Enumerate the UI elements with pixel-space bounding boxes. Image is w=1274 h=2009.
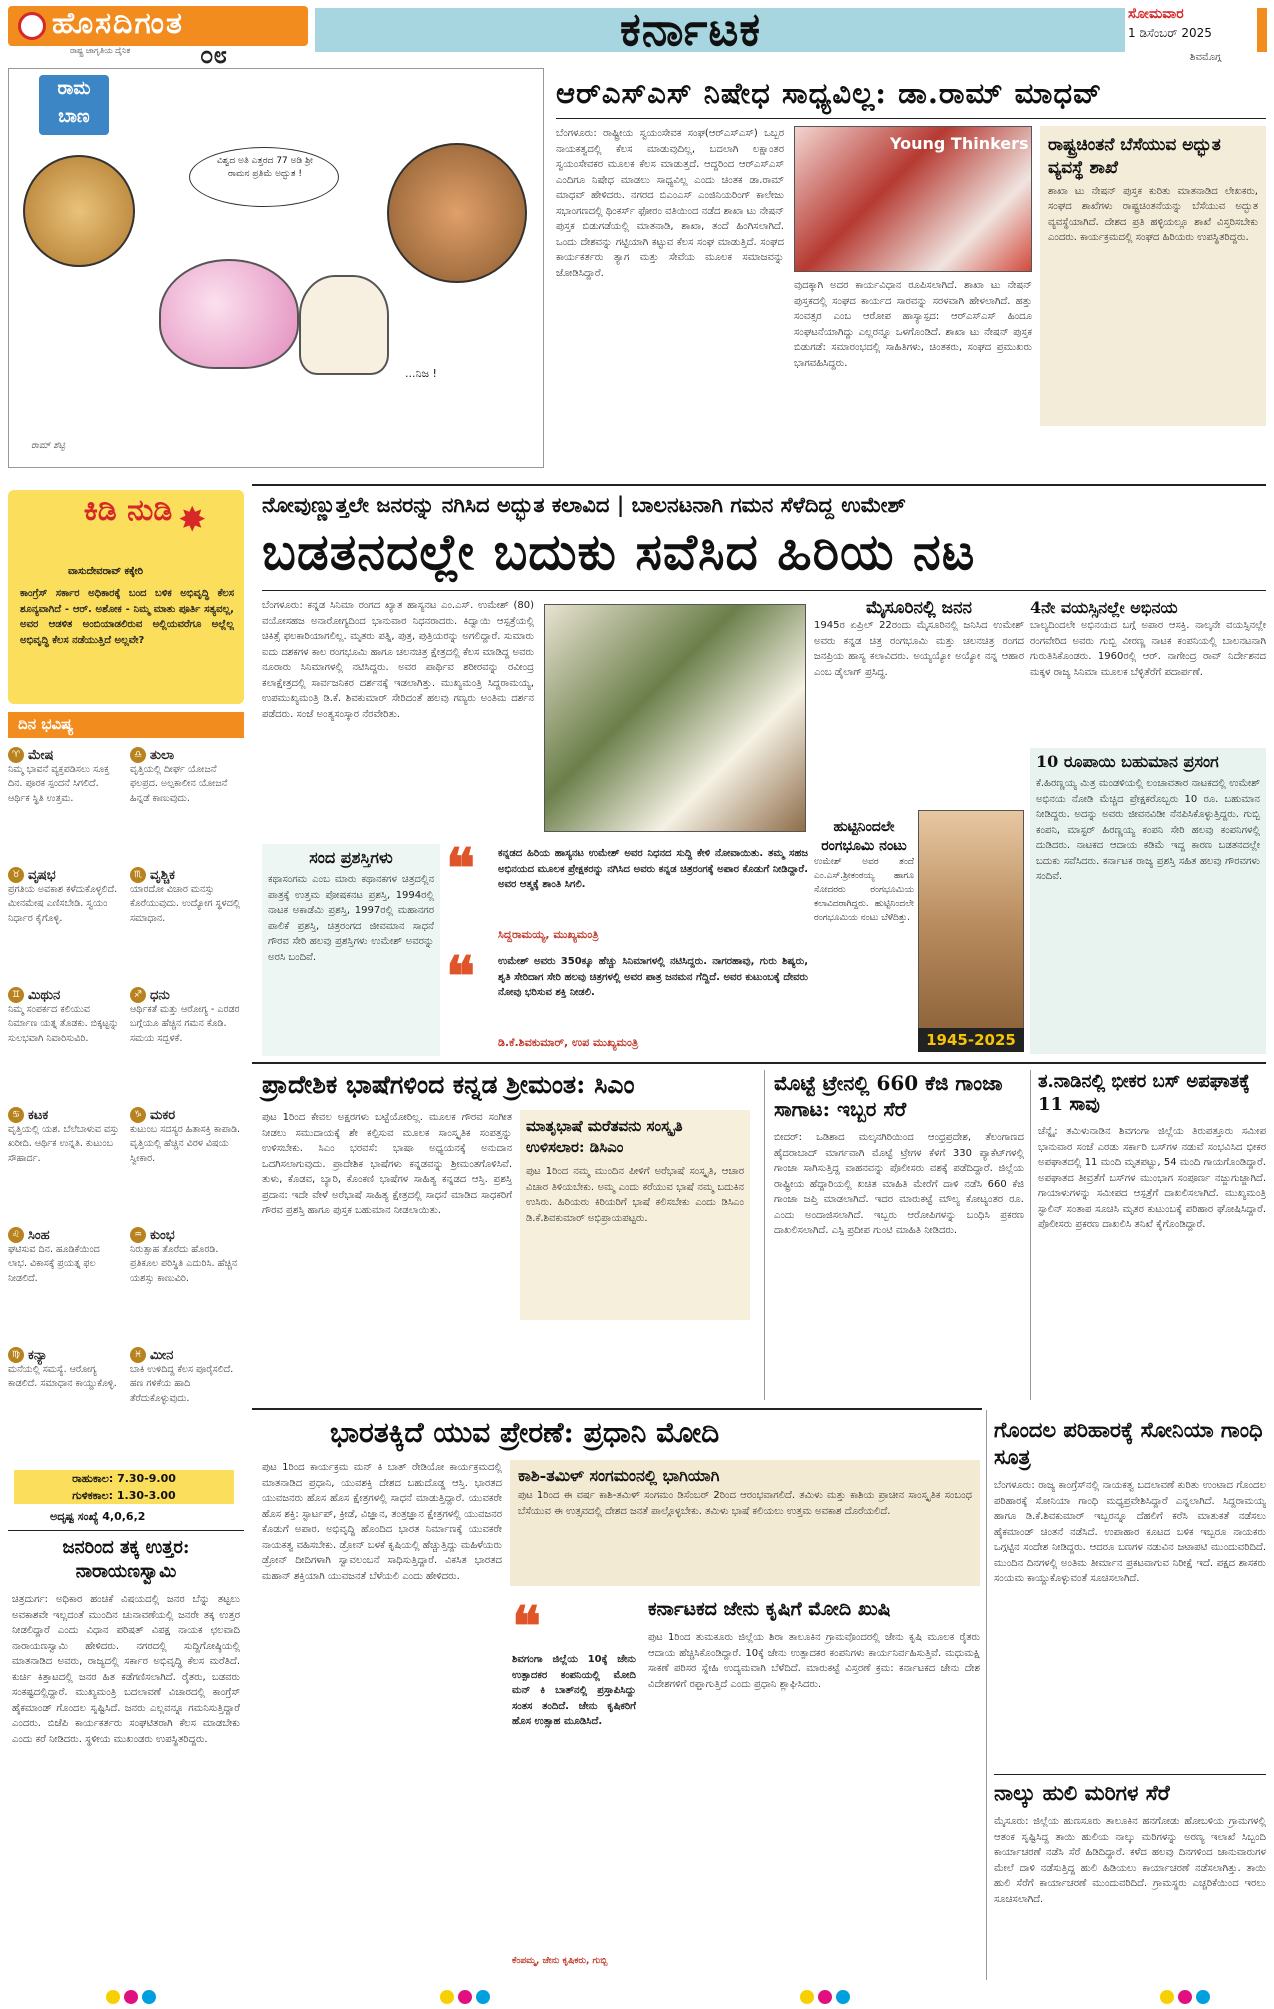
- rahukala-box: [14, 1470, 234, 1504]
- sign-text: ಮನೆಯಲ್ಲಿ ಸಮಸ್ಯೆ. ಆರೋಗ್ಯ ಕಾಡಲಿದೆ. ಸಮಾಧಾನ ಕಾಯ್ದುಕೊಳ್ಳಿ.: [8, 1364, 117, 1390]
- years-badge: 1945-2025: [918, 1028, 1024, 1052]
- edition: ಶಿವಮೊಗ್ಗ: [1190, 52, 1222, 63]
- umesh-portrait: [918, 810, 1024, 1038]
- logo-tagline: ರಾಷ್ಟ್ರ ಜಾಗೃತಿಯ ದೈನಿಕ: [70, 46, 131, 55]
- logo-text: ಹೊಸದಿಗಂತ: [52, 6, 184, 41]
- quote-icon-1: ❝: [446, 836, 476, 900]
- kashi-box: [510, 1460, 980, 1586]
- sign-text: ವೃತ್ತಿಯಲ್ಲಿ ಯಶ. ಬೆಲೆಬಾಳುವ ವಸ್ತು ಖರೀದಿ. ಆರ್ಥಿಕ ಉನ್ನತಿ. ಕುಟುಂಬ ಸೌಹಾರ್ದ.: [8, 1124, 119, 1164]
- sagittarius-icon: ♐: [130, 987, 146, 1003]
- date: 1 ಡಿಸೆಂಬರ್ 2025: [1128, 26, 1212, 40]
- modi-headline: ಭಾರತಕ್ಕಿದೆ ಯುವ ಪ್ರೇರಣೆ: ಪ್ರಧಾನಿ ಮೋದಿ: [330, 1416, 720, 1449]
- quote1-by: ಸಿದ್ದರಾಮಯ್ಯ, ಮುಖ್ಯಮಂತ್ರಿ: [498, 928, 599, 941]
- janardan-rule: [8, 1530, 244, 1531]
- sign-text: ಘಟಿಸುವ ದಿನ. ಹೂಡಿಕೆಯಿಂದ ಲಾಭ. ವಿಕಾಸಕ್ಕೆ ಪ್ರಯತ್ನ ಫಲ ನೀಡಲಿದೆ.: [8, 1244, 100, 1284]
- janardan-text: ಚಿತ್ರದುರ್ಗ: ಅಧಿಕಾರ ಹಂಚಿಕೆ ವಿಷಯದಲ್ಲಿ ಜನರ ಬೆನ್ನು ತಟ್ಟಲು ಅವಕಾಶವೇ ಇಲ್ಲದಂತೆ ಮುಂದಿನ ಚುನಾವಣೆಯಲ್ಲಿ ಜನರೇ ತಕ್ಕ ಉತ್ತರ ನೀಡಲಿದ್ದಾರೆ ಎಂದು ವಿಧಾನ ಪರಿಷತ್ ವಿಪಕ್ಷ ನಾಯಕ ಛಲವಾದಿ ನಾರಾಯಣಸ್ವಾಮಿ ಹೇಳಿದರು. ನಗರದಲ್ಲಿ ಸುದ್ದಿಗೋಷ್ಠಿಯಲ್ಲಿ ಮಾತನಾಡಿದ ಅವರು, ರಾಜ್ಯದಲ್ಲಿ ಸರ್ಕಾರ ಅಭಿವೃದ್ಧಿ ಕೆಲಸ ಮರೆತಿದೆ. ಕುರ್ಚಿ ಕಿತ್ತಾಟದಲ್ಲಿ ಜನರ ಹಿತ ಕಡೆಗಣಿಸಲಾಗಿದೆ. ರೈತರು, ಬಡವರು ಸಂಕಷ್ಟದಲ್ಲಿದ್ದಾರೆ. ಮುಖ್ಯಮಂತ್ರಿ ಬದಲಾವಣೆ ವಿಚಾರದಲ್ಲಿ ಕಾಂಗ್ರೆಸ್ ಹೈಕಮಾಂಡ್ ಗೊಂದಲ ಸೃಷ್ಟಿಸಿದೆ. ಜನರು ಎಲ್ಲವನ್ನೂ ಗಮನಿಸುತ್ತಿದ್ದಾರೆ ಎಂದರು. ಬಿಜೆಪಿ ಕಾರ್ಯಕರ್ತರು ಸಂಘಟಿತರಾಗಿ ಕೆಲಸ ಮಾಡಬೇಕು ಎಂದು ಕರೆ ನೀಡಿದರು. ಸ್ಥಳೀಯ ಮುಖಂಡರು ಉಪಸ್ಥಿತರಿದ್ದರು.: [12, 1594, 240, 1745]
- honey-side-quote-by: ಕೆಂಪಮ್ಮ, ಜೇನು ಕೃಷಿಕರು, ಗುಬ್ಬಿ: [512, 1956, 608, 1966]
- leo-icon: ♌: [8, 1227, 24, 1243]
- registration-dot: [142, 1990, 156, 2004]
- tigers-headline: ನಾಲ್ಕು ಹುಲಿ ಮರಿಗಳ ಸೆರೆ: [994, 1780, 1170, 1805]
- umesh-kicker: ನೋವುಣ್ಣುತ್ತಲೇ ಜನರನ್ನು ನಗಿಸಿದ ಅದ್ಭುತ ಕಲಾವಿದ | ಬಾಲನಟನಾಗಿ ಗಮನ ಸೆಳೆದಿದ್ದ ಉಮೇಶ್: [262, 492, 906, 517]
- bus-headline: ತ.ನಾಡಿನಲ್ಲಿ ಭೀಕರ ಬಸ್ ಅಪಘಾತಕ್ಕೆ 11 ಸಾವು: [1038, 1071, 1250, 1116]
- mysore-text: 1945ರ ಏಪ್ರಿಲ್ 22ರಂದು ಮೈಸೂರಿನಲ್ಲಿ ಜನಿಸಿದ ಉಮೇಶ್ ಅವರು ಕನ್ನಡ ಚಿತ್ರ ರಂಗಭೂಮಿ ಮತ್ತು ಚಲನಚಿತ್ರ ರಂಗದ ಜನಪ್ರಿಯ ಹಾಸ್ಯ ಕಲಾವಿದರು. ಅಯ್ಯಯ್ಯೋ ಅಯ್ಯೋ ನನ್ನ ಆಹಾರ ಎಂಬ ಡೈಲಾಗ್ ಪ್ರಸಿದ್ಧ.: [814, 620, 1024, 678]
- registration-dot: [800, 1990, 814, 2004]
- awards-text: ಕಥಾಸಂಗಮ ಎಂಬ ಮಾರು ಕಥಾನಕಗಳ ಚಿತ್ರದಲ್ಲಿನ ಪಾತ್ರಕ್ಕೆ ಉತ್ತಮ ಪೋಷಕನಟ ಪ್ರಶಸ್ತಿ, 1994ರಲ್ಲಿ ನಾಟಕ ಅಕಾಡೆಮಿ ಪ್ರಶಸ್ತಿ, 1997ರಲ್ಲಿ ಮಹಾನಗರ ಪಾಲಿಕೆ ಪ್ರಶಸ್ತಿ, ಚಿತ್ರರಂಗದ ಜೀವಮಾನ ಸಾಧನೆ ಗೌರವ ಸೇರಿ ಹಲವು ಪ್ರಶಸ್ತಿಗಳು ಉಮೇಶ್ ಅವರನ್ನು ಅರಸಿ ಬಂದಿವೆ.: [268, 874, 434, 963]
- sign-name: ಸಿಂಹ: [28, 1228, 50, 1243]
- horoscope-sign: [8, 744, 120, 806]
- honey-headline: ಕರ್ನಾಟಕದ ಜೇನು ಕೃಷಿಗೆ ಮೋದಿ ಖುಷಿ: [648, 1598, 891, 1620]
- rss-rule: [556, 118, 1266, 119]
- horoscope-sign: [130, 744, 242, 806]
- kidi-nudi-box: [8, 490, 244, 704]
- quote-icon-2: ❝: [446, 944, 476, 1008]
- pisces-icon: ♓: [130, 1347, 146, 1363]
- registration-dot: [458, 1990, 472, 2004]
- umesh-headline-rule: [262, 590, 1266, 591]
- ramabana-panel: [8, 68, 544, 468]
- theatre-title: ಹುಟ್ಟಿನಿಂದಲೇ ರಂಗಭೂಮಿ ನಂಟು: [821, 819, 907, 854]
- horoscope-grid: [8, 744, 244, 1464]
- sign-name: ವೃಶ್ಚಿಕ: [150, 868, 175, 883]
- registration-dot: [106, 1990, 120, 2004]
- capricorn-icon: ♑: [130, 1107, 146, 1123]
- gulikakala: ಗುಳಿಕಕಾಲ: 1.30-3.00: [72, 1489, 176, 1502]
- masthead: [0, 0, 1274, 69]
- reward-box: [1030, 748, 1266, 1054]
- umesh-tribute-photo: [544, 604, 806, 832]
- rama-statue-bubble: [23, 155, 135, 267]
- kashi-title: ಕಾಶಿ-ತಮಿಳ್ ಸಂಗಮಂನಲ್ಲಿ ಭಾಗಿಯಾಗಿ: [518, 1466, 720, 1485]
- dcm-title: ಮಾತೃಭಾಷೆ ಮರೆತವನು ಸಂಸ್ಕೃತಿ ಉಳಿಸಲಾರ: ಡಿಸಿಎಂ: [526, 1117, 683, 1156]
- rss-sidebar-text: ಶಾಖಾ ಟು ನೇಷನ್ ಪುಸ್ತಕ ಕುರಿತು ಮಾತನಾಡಿದ ಲೇಖಕರು, ಸಂಘದ ಶಾಖೆಗಳು ರಾಷ್ಟ್ರಚಿಂತನೆಯನ್ನು ಬೆಸೆಯುವ ಅದ್ಭುತ ವ್ಯವಸ್ಥೆಯಾಗಿದೆ. ದೇಶದ ಪ್ರತಿ ಹಳ್ಳಿಯಲ್ಲೂ ಶಾಖೆ ವಿಸ್ತರಿಸಬೇಕು ಎಂದರು. ಕಾರ್ಯಕ್ರಮದಲ್ಲಿ ಸಂಘದ ಹಿರಿಯರು ಉಪಸ್ಥಿತರಿದ್ದರು.: [1048, 185, 1258, 244]
- cm-body: ಪುಟ 1ರಿಂದ ಕೇವಲ ಅಕ್ಷರಗಳು ಬಟ್ಟೆಯೋರಿಲ್ಲ. ಮೂಲಕ ಗೌರವ ಸಂಗೀತ ನೀಡಲು ಸಮುದಾಯಕ್ಕೆ ಶೇ ಕಲ್ಪಿಸುವ ಮೂಲಕ ಸಾಂಸ್ಕೃತಿಕ ಸಂಪತ್ತನ್ನು ಉಳಿಸಬೇಕು. ಸಿಎಂ ಭರವಸೆ: ಭಾಷಾ ಅಧ್ಯಯನಕ್ಕೆ ಅನುದಾನ ಒದಗಿಸಲಾಗುವುದು. ಪ್ರಾದೇಶಿಕ ಭಾಷೆಗಳು ಕನ್ನಡವನ್ನು ಶ್ರೀಮಂತಗೊಳಿಸಿವೆ. ತುಳು, ಕೊಡವ, ಬ್ಯಾರಿ, ಕೊಂಕಣಿ ಭಾಷೆಗಳ ಸಾಹಿತ್ಯ ಕನ್ನಡದ ಆಸ್ತಿ. ಪ್ರಶಸ್ತಿ ಪ್ರದಾನ: ಇದೇ ವೇಳೆ ಅರೆಭಾಷೆ ಸಾಹಿತ್ಯ ಕ್ಷೇತ್ರದಲ್ಲಿ ಸಾಧನೆ ಮಾಡಿದ ಸಾಧಕರಿಗೆ ಗೌರವ ಪ್ರಶಸ್ತಿ ಹಾಗೂ ಪುಸ್ತಕ ಬಹುಮಾನ ನೀಡಲಾಯಿತು.: [262, 1112, 512, 1216]
- ganja-headline: ಮೊಟ್ಟೆ ಟ್ರೇನಲ್ಲಿ 660 ಕೆಜಿ ಗಾಂಜಾ ಸಾಗಾಟ: ಇಬ್ಬರ ಸೆರೆ: [774, 1071, 1003, 1121]
- sign-name: ಕಟಕ: [28, 1108, 49, 1123]
- horoscope-sign: [130, 1224, 242, 1286]
- ganja-text: ಬೀದರ್: ಒಡಿಶಾದ ಮಲ್ಕನಗಿರಿಯಿಂದ ಆಂಧ್ರಪ್ರದೇಶ, ತೆಲಂಗಾಣದ ಹೈದರಾಬಾದ್ ಮಾರ್ಗವಾಗಿ ಮೊಟ್ಟೆ ಟ್ರೇಗಳ ಕೆಳಗೆ 330 ಪ್ಯಾಕೆಟ್‌ಗಳಲ್ಲಿ ಗಾಂಜಾ ಸಾಗಿಸುತ್ತಿದ್ದ ವಾಹನವನ್ನು ಪೊಲೀಸರು ವಶಕ್ಕೆ ಪಡೆದಿದ್ದಾರೆ. ಜಿಲ್ಲೆಯ ರಾಷ್ಟ್ರೀಯ ಹೆದ್ದಾರಿಯಲ್ಲಿ ಖಚಿತ ಮಾಹಿತಿ ಮೇರೆಗೆ ದಾಳಿ ನಡೆಸಿ 660 ಕೆಜಿ ಗಾಂಜಾ ಜಪ್ತಿ ಮಾಡಲಾಗಿದೆ. ಇದರ ಮಾರುಕಟ್ಟೆ ಮೌಲ್ಯ ಕೋಟ್ಯಂತರ ರೂ. ಎಂದು ಅಂದಾಜಿಸಲಾಗಿದೆ. ಇಬ್ಬರು ಆರೋಪಿಗಳನ್ನು ಬಂಧಿಸಿ ಪ್ರಕರಣ ದಾಖಲಿಸಲಾಗಿದೆ. ಎಸ್ಪಿ ಪ್ರದೀಪ ಗುಂಟಿ ಮಾಹಿತಿ ನೀಡಿದರು.: [774, 1132, 1024, 1236]
- logo-icon: [18, 12, 46, 40]
- janardan-headline: ಜನರಿಂದ ತಕ್ಕ ಉತ್ತರ: ನಾರಾಯಣಸ್ವಾಮಿ: [62, 1537, 190, 1583]
- quote2-text: ಉಮೇಶ್ ಅವರು 350ಕ್ಕೂ ಹೆಚ್ಚು ಸಿನಿಮಾಗಳಲ್ಲಿ ನಟಿಸಿದ್ದರು. ನಾಗರಹಾವು, ಗುರು ಶಿಷ್ಯರು, ಶೃತಿ ಸೇರಿದಾಗ ಸೇರಿ ಹಲವು ಚಿತ್ರಗಳಲ್ಲಿ ಅವರ ಪಾತ್ರ ಜನಮನ ಗೆದ್ದಿದೆ. ಅವರ ಕುಟುಂಬಕ್ಕೆ ದೇವರು ನೋವು ಭರಿಸುವ ಶಕ್ತಿ ನೀಡಲಿ.: [498, 956, 808, 998]
- awards-box: [262, 844, 440, 1056]
- sign-text: ಬಾಕಿ ಉಳಿದಿದ್ದ ಕೆಲಸ ಪೂರೈಸಲಿದೆ. ಹಣ ಗಳಿಕೆಯ ಹಾದಿ ತೆರೆದುಕೊಳ್ಳುವುದು.: [130, 1364, 234, 1404]
- sign-name: ವೃಷಭ: [28, 868, 56, 883]
- age4-box: [1030, 598, 1266, 744]
- aries-icon: ♈: [8, 747, 24, 763]
- umesh-top-rule: [252, 484, 1266, 486]
- tigers-text: ಮೈಸೂರು: ಜಿಲ್ಲೆಯ ಹುಣಸೂರು ತಾಲೂಕಿನ ಹನಗೋಡು ಹೋಬಳಿಯ ಗ್ರಾಮಗಳಲ್ಲಿ ಆತಂಕ ಸೃಷ್ಟಿಸಿದ್ದ ತಾಯಿ ಹುಲಿಯ ನಾಲ್ಕು ಮರಿಗಳನ್ನು ಅರಣ್ಯ ಇಲಾಖೆ ಸಿಬ್ಬಂದಿ ಕಾರ್ಯಾಚರಣೆ ನಡೆಸಿ ಸೆರೆ ಹಿಡಿದಿದ್ದಾರೆ. ಕಳೆದ ಹಲವು ದಿನಗಳಿಂದ ಜಾನುವಾರುಗಳ ಮೇಲೆ ದಾಳಿ ನಡೆಸುತ್ತಿದ್ದ ಹುಲಿ ಹಿಡಿಯಲು ಕಾರ್ಯಾಚರಣೆ ನಡೆಸಲಾಗಿತ್ತು. ತಾಯಿ ಹುಲಿ ಸೆರೆಗೆ ಕಾರ್ಯಾಚರಣೆ ಮುಂದುವರಿದಿದೆ. ಗ್ರಾಮಸ್ಥರು ಎಚ್ಚರಿಕೆಯಿಂದ ಇರಲು ಸೂಚಿಸಲಾಗಿದೆ.: [994, 1816, 1266, 1905]
- sign-name: ಕನ್ಯಾ: [28, 1348, 48, 1363]
- registration-dot: [1178, 1990, 1192, 2004]
- page-number: ೦೮: [200, 40, 227, 69]
- dcm-text: ಪುಟ 1ರಿಂದ ನಮ್ಮ ಮುಂದಿನ ಪೀಳಿಗೆ ಅರೆಭಾಷೆ ಸಂಸ್ಕೃತಿ, ಆಚಾರ ವಿಚಾರ ತಿಳಿಯಬೇಕು. ಅಮ್ಮ ಎಂದು ಕರೆಯುವ ಭಾಷೆ ನಮ್ಮ ಬದುಕಿನ ಉಸಿರು. ಹಿರಿಯರು ಕಿರಿಯರಿಗೆ ಭಾಷೆ ಕಲಿಸಬೇಕು ಎಂದು ಡಿಸಿಎಂ ಡಿ.ಕೆ.ಶಿವಕುಮಾರ್ ಅಭಿಪ್ರಾಯಪಟ್ಟರು.: [526, 1166, 744, 1224]
- mysore-title: ಮೈಸೂರಿನಲ್ಲಿ ಜನನ: [865, 598, 972, 618]
- spark-icon: ✸: [178, 500, 207, 540]
- sonia-headline: ಗೊಂದಲ ಪರಿಹಾರಕ್ಕೆ ಸೋನಿಯಾ ಗಾಂಧಿ ಸೂತ್ರ: [994, 1417, 1263, 1470]
- taurus-icon: ♉: [8, 867, 24, 883]
- day: ಸೋಮವಾರ: [1128, 6, 1184, 22]
- ganja-divider: [764, 1070, 765, 1400]
- rss-photo-banner: Young Thinkers: [890, 134, 1029, 153]
- lucky-number: ಅದೃಷ್ಟ ಸಂಖ್ಯೆ 4,0,6,2: [50, 1510, 146, 1523]
- horoscope-sign: [130, 864, 242, 926]
- tigers-rule: [994, 1774, 1266, 1775]
- horoscope-sign: [8, 1224, 120, 1286]
- speech-text-2: ...ನಿಜ !: [405, 367, 437, 380]
- age4-title: 4ನೇ ವಯಸ್ಸಿನಲ್ಲೇ ಅಭಿನಯ: [1030, 598, 1178, 617]
- cm-headline: ಪ್ರಾದೇಶಿಕ ಭಾಷೆಗಳಿಂದ ಕನ್ನಡ ಶ್ರೀಮಂತ: ಸಿಎಂ: [262, 1070, 635, 1099]
- hand-character: [299, 275, 389, 375]
- kidi-nudi-title: ಕಿಡಿ ನುಡಿ: [83, 493, 173, 528]
- reward-text: ಕೆ.ಹಿರಣ್ಣಯ್ಯ ಮಿತ್ರ ಮಂಡಳಿಯಲ್ಲಿ ಲಂಚಾವತಾರ ನಾಟಕದಲ್ಲಿ ಉಮೇಶ್ ಅಭಿನಯ ನೋಡಿ ಮೆಚ್ಚಿದ ಪ್ರೇಕ್ಷಕರೊಬ್ಬರು 10 ರೂ. ಬಹುಮಾನ ನೀಡಿದ್ದರು. ಅದನ್ನು ಅವರು ಜೀವನವಿಡೀ ನೆನಪಿಸಿಕೊಳ್ಳುತ್ತಿದ್ದರು. ಗುಬ್ಬಿ ಕಂಪನಿ, ಮಾಸ್ಟರ್ ಹಿರಣ್ಣಯ್ಯ ಕಂಪನಿ ಸೇರಿ ಹಲವು ಕಂಪನಿಗಳಲ್ಲಿ ದುಡಿದರು. ನಾಟಕದ ಆದಾಯ ಕಡಿಮೆ ಇದ್ದ ಕಾರಣ ಬಡತನದಲ್ಲೇ ಬದುಕು ಸವೆಸಿದರು. ಕರ್ನಾಟಕ ರಾಜ್ಯ ಪ್ರಶಸ್ತಿ ಸಹಿತ ಹಲವು ಗೌರವಗಳು ಸಂದಿವೆ.: [1036, 778, 1260, 882]
- honey-quote-icon: ❝: [512, 1594, 542, 1658]
- registration-dot: [836, 1990, 850, 2004]
- ramabana-label-line1: ರಾಮ: [57, 78, 91, 99]
- sign-name: ಮೀನ: [150, 1348, 174, 1363]
- ramabana-label-line2: ಬಾಣ: [58, 106, 90, 127]
- cartoonist-signature: ರಾಮ್ ಶೆಟ್ಟಿ: [31, 441, 66, 451]
- orange-bar: [1257, 8, 1267, 52]
- registration-dot: [1160, 1990, 1174, 2004]
- umesh-body: ಬೆಂಗಳೂರು: ಕನ್ನಡ ಸಿನಿಮಾ ರಂಗದ ಖ್ಯಾತ ಹಾಸ್ಯನಟ ಎಂ.ಎಸ್. ಉಮೇಶ್ (80) ವಯೋಸಹಜ ಅನಾರೋಗ್ಯದಿಂದ ಭಾನುವಾರ ನಿಧನರಾದರು. ಕಿದ್ವಾಯಿ ಆಸ್ಪತ್ರೆಯಲ್ಲಿ ಚಿಕಿತ್ಸೆ ಫಲಕಾರಿಯಾಗಲಿಲ್ಲ. ಮೃತರು ಪತ್ನಿ, ಪುತ್ರ, ಪುತ್ರಿಯರನ್ನು ಅಗಲಿದ್ದಾರೆ. ಸುಮಾರು ಐದು ದಶಕಗಳ ಕಾಲ ರಂಗಭೂಮಿ ಹಾಗೂ ಚಲನಚಿತ್ರ ಕ್ಷೇತ್ರದಲ್ಲಿ ಕೆಲಸ ಮಾಡಿದ್ದ ಅವರು ನೂರಾರು ಸಿನಿಮಾಗಳಲ್ಲಿ ನಟಿಸಿದ್ದರು. ಅವರ ಪಾರ್ಥಿವ ಶರೀರವನ್ನು ರವೀಂದ್ರ ಕಲಾಕ್ಷೇತ್ರದಲ್ಲಿ ಸಾರ್ವಜನಿಕರ ದರ್ಶನಕ್ಕೆ ಇಡಲಾಗಿತ್ತು. ಮುಖ್ಯಮಂತ್ರಿ ಸಿದ್ದರಾಮಯ್ಯ, ಉಪಮುಖ್ಯಮಂತ್ರಿ ಡಿ.ಕೆ. ಶಿವಕುಮಾರ್ ಸೇರಿದಂತೆ ಹಲವು ಗಣ್ಯರು ಅಂತಿಮ ದರ್ಶನ ಪಡೆದರು. ಸಂಜೆ ಅಂತ್ಯಸಂಸ್ಕಾರ ನೆರವೇರಿತು.: [262, 600, 534, 720]
- quote1-text: ಕನ್ನಡದ ಹಿರಿಯ ಹಾಸ್ಯನಟ ಉಮೇಶ್ ಅವರ ನಿಧನದ ಸುದ್ದಿ ಕೇಳಿ ನೋವಾಯಿತು. ತಮ್ಮ ಸಹಜ ಅಭಿನಯದ ಮೂಲಕ ಪ್ರೇಕ್ಷಕರನ್ನು ನಗಿಸಿದ ಅವರು ಕನ್ನಡ ಚಿತ್ರರಂಗಕ್ಕೆ ಅಪಾರ ಕೊಡುಗೆ ನೀಡಿದ್ದಾರೆ. ಅವರ ಆತ್ಮಕ್ಕೆ ಶಾಂತಿ ಸಿಗಲಿ.: [498, 848, 808, 890]
- sign-text: ನಿಮ್ಮ ಭಾವನೆ ವ್ಯಕ್ತಪಡಿಸಲು ಸೂಕ್ತ ದಿನ. ಪೂರಕ ಸ್ಪಂದನೆ ಸಿಗಲಿದೆ. ಆರ್ಥಿಕ ಸ್ಥಿತಿ ಉತ್ತಮ.: [8, 764, 110, 804]
- horoscope-sign: [130, 1344, 242, 1406]
- sign-name: ತುಲಾ: [150, 748, 175, 763]
- section-title: ಕರ್ನಾಟಕ: [620, 2, 762, 56]
- sonia-text: ಬೆಂಗಳೂರು: ರಾಜ್ಯ ಕಾಂಗ್ರೆಸ್‌ನಲ್ಲಿ ನಾಯಕತ್ವ ಬದಲಾವಣೆ ಕುರಿತು ಉಂಟಾದ ಗೊಂದಲ ಪರಿಹಾರಕ್ಕೆ ಸೋನಿಯಾ ಗಾಂಧಿ ಮಧ್ಯಪ್ರವೇಶಿಸಿದ್ದಾರೆ ಎನ್ನಲಾಗಿದೆ. ಸಿದ್ದರಾಮಯ್ಯ ಹಾಗೂ ಡಿ.ಕೆ.ಶಿವಕುಮಾರ್ ಇಬ್ಬರನ್ನೂ ದೆಹಲಿಗೆ ಕರೆಸಿ ಮಾತುಕತೆ ನಡೆಸಲು ಹೈಕಮಾಂಡ್ ಚಿಂತನೆ ನಡೆಸಿದೆ. ಉಪಾಹಾರ ಕೂಟದ ಬಳಿಕ ಇಬ್ಬರೂ ನಾಯಕರು ಒಗ್ಗಟ್ಟಿನ ಸಂದೇಶ ನೀಡಿದ್ದರು. ಆದರೂ ಬಣಗಳ ನಡುವಿನ ಜಟಾಪಟಿ ಮುಂದುವರಿದಿದೆ. ಮುಂದಿನ ದಿನಗಳಲ್ಲಿ ಅಂತಿಮ ತೀರ್ಮಾನ ಪ್ರಕಟವಾಗುವ ನಿರೀಕ್ಷೆ ಇದೆ. ಪಕ್ಷದ ಶಾಸಕರು ಸಂಯಮ ಕಾಯ್ದುಕೊಳ್ಳುವಂತೆ ಸೂಚಿಸಲಾಗಿದೆ.: [994, 1480, 1266, 1584]
- horoscope-sign: [8, 984, 120, 1046]
- kidi-nudi-text: ಕಾಂಗ್ರೆಸ್ ಸರ್ಕಾರ ಅಧಿಕಾರಕ್ಕೆ ಬಂದ ಬಳಿಕ ಅಭಿವೃದ್ಧಿ ಕೆಲಸ ಶೂನ್ಯವಾಗಿದೆ - ಆರ್. ಅಶೋಕ - ನಿಮ್ಮ ಮಾತು ಪೂರ್ತಿ ಸತ್ಯವಲ್ಲ, ಅವರ ಆಡಳಿತ ಅಂಬಿಯಾಡಲಿರುವ ಅಲ್ಲಿಯವರೆಗೂ ಅಲ್ಲೆಲ್ಲ ಅಭಿವೃದ್ಧಿ ಕೆಲಸ ನಡೆಯುತ್ತಿದೆ ಅಲ್ಲವೇ?: [20, 588, 234, 646]
- horoscope-header: [8, 712, 244, 738]
- horoscope-title: ದಿನ ಭವಿಷ್ಯ: [18, 715, 74, 733]
- horoscope-sign: [8, 1344, 120, 1392]
- modi-text: ಪುಟ 1ರಿಂದ ಕಾರ್ಯಕ್ರಮ ಮನ್ ಕಿ ಬಾತ್ ರೇಡಿಯೋ ಕಾರ್ಯಕ್ರಮದಲ್ಲಿ ಮಾತನಾಡಿದ ಪ್ರಧಾನಿ, ಯುವಶಕ್ತಿ ದೇಶದ ಬಹುದೊಡ್ಡ ಆಸ್ತಿ. ಭಾರತದ ಯುವಜನರು ಹೊಸ ಹೊಸ ಕ್ಷೇತ್ರಗಳಲ್ಲಿ ಸಾಧನೆ ಮಾಡುತ್ತಿದ್ದಾರೆ. ಯುವಕರೇ ಹೊಸ ಶಕ್ತಿ: ಸ್ಟಾರ್ಟಪ್, ಕ್ರೀಡೆ, ವಿಜ್ಞಾನ, ತಂತ್ರಜ್ಞಾನ ಕ್ಷೇತ್ರಗಳಲ್ಲಿ ಯುವಜನರ ಕೊಡುಗೆ ಅಪಾರ. ಅಭಿವೃದ್ಧಿ ಹೊಂದಿದ ಭಾರತ ನಿರ್ಮಾಣಕ್ಕೆ ಯುವಕರೇ ನಾಯಕತ್ವ ವಹಿಸಬೇಕು. ಡ್ರೋನ್ ಬಳಕೆ ಕೃಷಿಯಲ್ಲಿ ಹೆಚ್ಚುತ್ತಿದ್ದು ಮಹಿಳೆಯರು ಡ್ರೋನ್ ದೀದಿಗಳಾಗಿ ಸ್ವಾವಲಂಬನೆ ಸಾಧಿಸುತ್ತಿದ್ದಾರೆ. ವಿಕಸಿತ ಭಾರತದ ಮಹಾನ್ ಶಕ್ತಿಯಾಗಿ ಯುವಜನತೆ ಬೆಳೆಯಲಿ ಎಂದು ಹೇಳಿದರು.: [262, 1462, 502, 1582]
- horoscope-sign: [130, 984, 242, 1046]
- umesh-headline: ಬಡತನದಲ್ಲೇ ಬದುಕು ಸವೆಸಿದ ಹಿರಿಯ ನಟ: [262, 522, 976, 581]
- honey-text: ಪುಟ 1ರಿಂದ ತುಮಕೂರು ಜಿಲ್ಲೆಯ ಶಿರಾ ತಾಲೂಕಿನ ಗ್ರಾಮವೊಂದರಲ್ಲಿ ಜೇನು ಕೃಷಿ ಮೂಲಕ ರೈತರು ಆದಾಯ ಹೆಚ್ಚಿಸಿಕೊಂಡಿದ್ದಾರೆ. 10ಕ್ಕೆ ಜೇನು ಉತ್ಪಾದಕರ ಕಂಪನಿಗಳು ಕಾರ್ಯನಿರ್ವಹಿಸುತ್ತಿವೆ. ಮಧುಮಕ್ಷಿ ಸಾಕಣೆ ಪರಿಸರ ಸ್ನೇಹಿ ಉದ್ಯಮವಾಗಿ ಬೆಳೆದಿದೆ. ಮಾರುಕಟ್ಟೆ ವಿಸ್ತರಣೆ ಕ್ರಮ: ಕರ್ನಾಟಕದ ಜೇನು ದೇಶ ವಿದೇಶಗಳಿಗೆ ರಫ್ತಾಗುತ್ತಿದೆ ಎಂದು ಪ್ರಧಾನಿ ಶ್ಲಾಘಿಸಿದರು.: [648, 1632, 980, 1690]
- rahukala: ರಾಹುಕಾಲ: 7.30-9.00: [72, 1472, 176, 1485]
- rss-col1: ಬೆಂಗಳೂರು: ರಾಷ್ಟ್ರೀಯ ಸ್ವಯಂಸೇವಕ ಸಂಘ(ಆರ್‌ಎಸ್‌ಎಸ್) ಒಬ್ಬರ ನಾಯಕತ್ವದಲ್ಲಿ ಕೆಲಸ ಮಾಡುವುದಿಲ್ಲ, ಬದಲಾಗಿ ಲಕ್ಷಾಂತರ ಸ್ವಯಂಸೇವಕರ ಮೂಲಕ ಕೆಲಸ ಮಾಡುತ್ತದೆ. ಆದ್ದರಿಂದ ಆರ್‌ಎಸ್‌ಎಸ್ ಎಂದಿಗೂ ನಿಷೇಧ ಮಾಡಲು ಸಾಧ್ಯವಿಲ್ಲ ಎಂದು ಚಿಂತಕ ಡಾ.ರಾಮ್ ಮಾಧವ್ ಹೇಳಿದರು. ನಗರದ ಬಿಎಂಎಸ್ ಎಂಜಿನಿಯರಿಂಗ್ ಕಾಲೇಜು ಸಭಾಂಗಣದಲ್ಲಿ ಥಿಂಕರ್ಸ್ ಫೋರಂ ವತಿಯಿಂದ ನಡೆದ ಶಾಖಾ ಟು ನೇಷನ್ ಪುಸ್ತಕ ಬಿಡುಗಡೆಯಲ್ಲಿ ಮಾತನಾಡಿ, ಶಾಖಾ, ತಂದೆ ಹಿಂಗಿಸಲಾಗಿದೆ. ಒಂದು ದೇಶವನ್ನು ಗಟ್ಟಿಯಾಗಿ ಕಟ್ಟುವ ಕೆಲಸ ಸಂಘ ಮಾಡುತ್ತಿದೆ. ಸಂಘದ ಕಾರ್ಯಕರ್ತರು ತ್ಯಾಗ ಮತ್ತು ಸೇವೆಯ ಮೂಲಕ ಸಮಾಜವನ್ನು ಜೋಡಿಸಿದ್ದಾರೆ.: [556, 128, 784, 279]
- cm-rule: [252, 1062, 1266, 1064]
- virgo-icon: ♍: [8, 1347, 24, 1363]
- sign-name: ಮೇಷ: [28, 748, 54, 763]
- theatre-box: [814, 818, 914, 1054]
- rss-headline: ಆರ್‌ಎಸ್‌ಎಸ್ ನಿಷೇಧ ಸಾಧ್ಯವಿಲ್ಲ: ಡಾ.ರಾಮ್ ಮಾಧವ್: [556, 76, 1103, 110]
- sign-name: ಮಕರ: [150, 1108, 176, 1123]
- sign-text: ಪ್ರಗತಿಯ ಅವಕಾಶ ಕಳೆದುಕೊಳ್ಳಲಿದೆ. ಮೀನಮೇಷ ಎಣಿಸಬೇಡಿ. ಸ್ವಯಂ ನಿರ್ಧಾರ ಕೈಗೊಳ್ಳಿ.: [8, 884, 118, 924]
- hand-bubble: [387, 143, 527, 283]
- sign-text: ವೃತ್ತಿಯಲ್ಲಿ ದೀರ್ಘ ಯೋಜನೆ ಫಲಪ್ರದ. ಅಲ್ಪಕಾಲೀನ ಯೋಜನೆ ಹಿನ್ನಡೆ ಕಾಣುವುದು.: [130, 764, 228, 804]
- registration-dot: [124, 1990, 138, 2004]
- lotus-character: [159, 259, 299, 369]
- rss-col2: ವುದಕ್ಕಾಗಿ ಅದರ ಕಾರ್ಯವಿಧಾನ ರೂಪಿಸಲಾಗಿದೆ. ಶಾಖಾ ಟು ನೇಷನ್ ಪುಸ್ತಕದಲ್ಲಿ ಸಂಘದ ಕಾರ್ಯದ ಸಾರವನ್ನು ಸರಳವಾಗಿ ಹೇಳಲಾಗಿದೆ. ಹತ್ತು ಸಂವತ್ಸರ ಎಂಬ ಆರೋಪ ಹಾಸ್ಯಾಸ್ಪದ: ಆರ್‌ಎಸ್‌ಎಸ್ ಹಿಂದೂ ಸಂಘಟನೆಯಾಗಿದ್ದು ಎಲ್ಲರನ್ನೂ ಒಳಗೊಂಡಿದೆ. ಶಾಖಾ ಟು ನೇಷನ್ ಪುಸ್ತಕ ಬಿಡುಗಡೆ: ಸಮಾರಂಭದಲ್ಲಿ ಸಾಹಿತಿಗಳು, ಚಿಂತಕರು, ಸಂಘದ ಪ್ರಮುಖರು ಭಾಗವಹಿಸಿದ್ದರು.: [794, 280, 1032, 369]
- age4-text: ಬಾಲ್ಯದಿಂದಲೇ ಅಭಿನಯದ ಬಗ್ಗೆ ಅಪಾರ ಆಸಕ್ತಿ. ನಾಲ್ಕನೇ ವಯಸ್ಸಿನಲ್ಲೇ ರಂಗವೇರಿದ ಅವರು ಗುಬ್ಬಿ ವೀರಣ್ಣ ನಾಟಕ ಕಂಪನಿಯಲ್ಲಿ ಬಾಲನಟನಾಗಿ ಗುರುತಿಸಿಕೊಂಡರು. 1960ರಲ್ಲಿ ಆರ್. ನಾಗೇಂದ್ರ ರಾವ್ ನಿರ್ದೇಶನದ ಮಕ್ಕಳ ರಾಜ್ಯ ಸಿನಿಮಾ ಮೂಲಕ ಬೆಳ್ಳಿತೆರೆಗೆ ಪದಾರ್ಪಣೆ.: [1030, 620, 1266, 678]
- horoscope-sign: [130, 1104, 242, 1166]
- bus-divider: [1030, 1070, 1031, 1400]
- rss-sidebar-title: ರಾಷ್ಟ್ರಚಿಂತನೆ ಬೆಸೆಯುವ ಅದ್ಭುತ ವ್ಯವಸ್ಥೆ ಶಾಖೆ: [1048, 135, 1221, 178]
- rss-sidebar: [1040, 126, 1266, 426]
- speech-text-1: ವಿಶ್ವದ ಅತಿ ಎತ್ತರದ 77 ಅಡಿ ಶ್ರೀ ರಾಮನ ಪ್ರತಿಮೆ ಅದ್ಭುತ !: [216, 156, 314, 179]
- gemini-icon: ♊: [8, 987, 24, 1003]
- theatre-text: ಉಮೇಶ್ ಅವರ ತಂದೆ ಎಂ.ಎಸ್.ಶ್ರೀಕಂಠಯ್ಯ ಹಾಗೂ ಸೋದರರು ರಂಗಭೂಮಿಯ ಕಲಾವಿದರಾಗಿದ್ದರು. ಹುಟ್ಟಿನಿಂದಲೇ ರಂಗಭೂಮಿಯ ನಂಟು ಬೆಳೆದಿತ್ತು.: [814, 856, 914, 923]
- cancer-icon: ♋: [8, 1107, 24, 1123]
- kashi-text: ಪುಟ 1ರಿಂದ ಈ ವರ್ಷ ಕಾಶಿ-ತಮಿಳ್ ಸಂಗಮಂ ಡಿಸೆಂಬರ್ 2ರಿಂದ ಆರಂಭವಾಗಲಿದೆ. ತಮಿಳು ಮತ್ತು ಕಾಶಿಯ ಪ್ರಾಚೀನ ಸಾಂಸ್ಕೃತಿಕ ಸಂಬಂಧ ಬೆಸೆಯುವ ಈ ಉತ್ಸವದಲ್ಲಿ ದೇಶದ ಜನತೆ ಪಾಲ್ಗೊಳ್ಳಬೇಕು. ತಮಿಳು ಭಾಷೆ ಕಲಿಯಲು ಉತ್ತಮ ಅವಕಾಶ ದೊರೆಯಲಿದೆ.: [518, 1490, 972, 1517]
- reward-title: 10 ರೂಪಾಯಿ ಬಹುಮಾನ ಪ್ರಸಂಗ: [1036, 752, 1219, 771]
- ramabana-label: [39, 75, 109, 135]
- modi-rule: [252, 1408, 982, 1410]
- sign-name: ಧನು: [150, 988, 170, 1003]
- honey-side-quote: ಶಿವಗಂಗಾ ಜಿಲ್ಲೆಯ 10ಕ್ಕೆ ಜೇನು ಉತ್ಪಾದಕರ ಕಂಪನಿಯಲ್ಲಿ ಮೋದಿ ಮನ್ ಕಿ ಬಾತ್‌ನಲ್ಲಿ ಪ್ರಸ್ತಾಪಿಸಿದ್ದು ಸಂತಸ ತಂದಿದೆ. ಜೇನು ಕೃಷಿಕರಿಗೆ ಹೊಸ ಉತ್ಸಾಹ ಮೂಡಿಸಿದೆ.: [512, 1654, 636, 1727]
- scorpio-icon: ♏: [130, 867, 146, 883]
- sign-text: ಕುಟುಂಬ ಸದಸ್ಯರ ಹಿತಾಸಕ್ತಿ ಕಾಪಾಡಿ. ವೃತ್ತಿಯಲ್ಲಿ ಹೆಚ್ಚಿನ ವಿರಳ ವಿಷಯ ಸ್ವೀಕಾರ.: [130, 1124, 241, 1164]
- sign-name: ಮಿಥುನ: [28, 988, 61, 1003]
- sign-text: ನಿಮ್ಮ ಸಂಪರ್ಕದ ಕಲಿಯುವ ನಿರ್ಮಾಣ ಯತ್ನ ತೊಡಕು. ಬಿಕ್ಕಟ್ಟನ್ನು ಸುಲಭವಾಗಿ ನಿವಾರಿಸುವಿರಿ.: [8, 1004, 119, 1044]
- kidi-nudi-author: ವಾಸುದೇವರಾವ್ ಕಕ್ಕೇರಿ: [68, 566, 144, 577]
- awards-title: ಸಂದ ಪ್ರಶಸ್ತಿಗಳು: [309, 848, 393, 867]
- sign-text: ಯಾರದೋ ವಿಚಾರ ಮನಸ್ಸು ಕೊರೆಯುವುದು. ಉದ್ಯೋಗ ಸ್ಥಳದಲ್ಲಿ ಸಮಾಧಾನ.: [130, 884, 241, 924]
- sign-text: ಆರ್ಥಿಕತೆ ಮತ್ತು ಆರೋಗ್ಯ - ಎರಡರ ಬಗ್ಗೆಯೂ ಹೆಚ್ಚಿನ ಗಮನ ಕೊಡಿ. ಸಮಯ ಸದ್ಬಳಕೆ.: [130, 1004, 240, 1044]
- registration-dot: [818, 1990, 832, 2004]
- horoscope-sign: [8, 1104, 120, 1166]
- horoscope-sign: [8, 864, 120, 926]
- bus-text: ಚೆನ್ನೈ: ತಮಿಳುನಾಡಿನ ಶಿವಗಂಗಾ ಜಿಲ್ಲೆಯ ತಿರುಪತ್ತೂರು ಸಮೀಪ ಭಾನುವಾರ ಸಂಜೆ ಎರಡು ಸರ್ಕಾರಿ ಬಸ್‌ಗಳ ನಡುವೆ ಸಂಭವಿಸಿದ ಭೀಕರ ಅಪಘಾತದಲ್ಲಿ 11 ಮಂದಿ ಮೃತಪಟ್ಟು, 54 ಮಂದಿ ಗಾಯಗೊಂಡಿದ್ದಾರೆ. ಅಪಘಾತದ ತೀವ್ರತೆಗೆ ಬಸ್‌ಗಳ ಮುಂಭಾಗ ಸಂಪೂರ್ಣ ನಜ್ಜುಗುಜ್ಜಾಗಿದೆ. ಗಾಯಾಳುಗಳನ್ನು ಸಮೀಪದ ಆಸ್ಪತ್ರೆಗೆ ದಾಖಲಿಸಲಾಗಿದೆ. ಮುಖ್ಯಮಂತ್ರಿ ಸ್ಟಾಲಿನ್ ಸಂತಾಪ ಸೂಚಿಸಿ ಮೃತರ ಕುಟುಂಬಕ್ಕೆ ಪರಿಹಾರ ಘೋಷಿಸಿದ್ದಾರೆ. ಪೊಲೀಸರು ಪ್ರಕರಣ ದಾಖಲಿಸಿ ತನಿಖೆ ಕೈಗೊಂಡಿದ್ದಾರೆ.: [1038, 1126, 1266, 1230]
- registration-dot: [1196, 1990, 1210, 2004]
- sonia-divider: [986, 1410, 987, 1980]
- quote2-by: ಡಿ.ಕೆ.ಶಿವಕುಮಾರ್, ಉಪ ಮುಖ್ಯಮಂತ್ರಿ: [498, 1036, 639, 1049]
- sign-text: ನಿರುತ್ಸಾಹ ತೊರೆದು ಹೊರಡಿ. ಪ್ರತಿಕೂಲ ಪರಿಸ್ಥಿತಿ ಎದುರಿಸಿ. ಹೆಚ್ಚಿನ ಯಶಸ್ಸು ಕಾಣುವಿರಿ.: [130, 1244, 238, 1284]
- registration-dot: [440, 1990, 454, 2004]
- dcm-box: [520, 1110, 750, 1320]
- aquarius-icon: ♒: [130, 1227, 146, 1243]
- registration-dot: [476, 1990, 490, 2004]
- mysore-box: [814, 598, 1024, 813]
- libra-icon: ♎: [130, 747, 146, 763]
- sign-name: ಕುಂಭ: [150, 1228, 175, 1243]
